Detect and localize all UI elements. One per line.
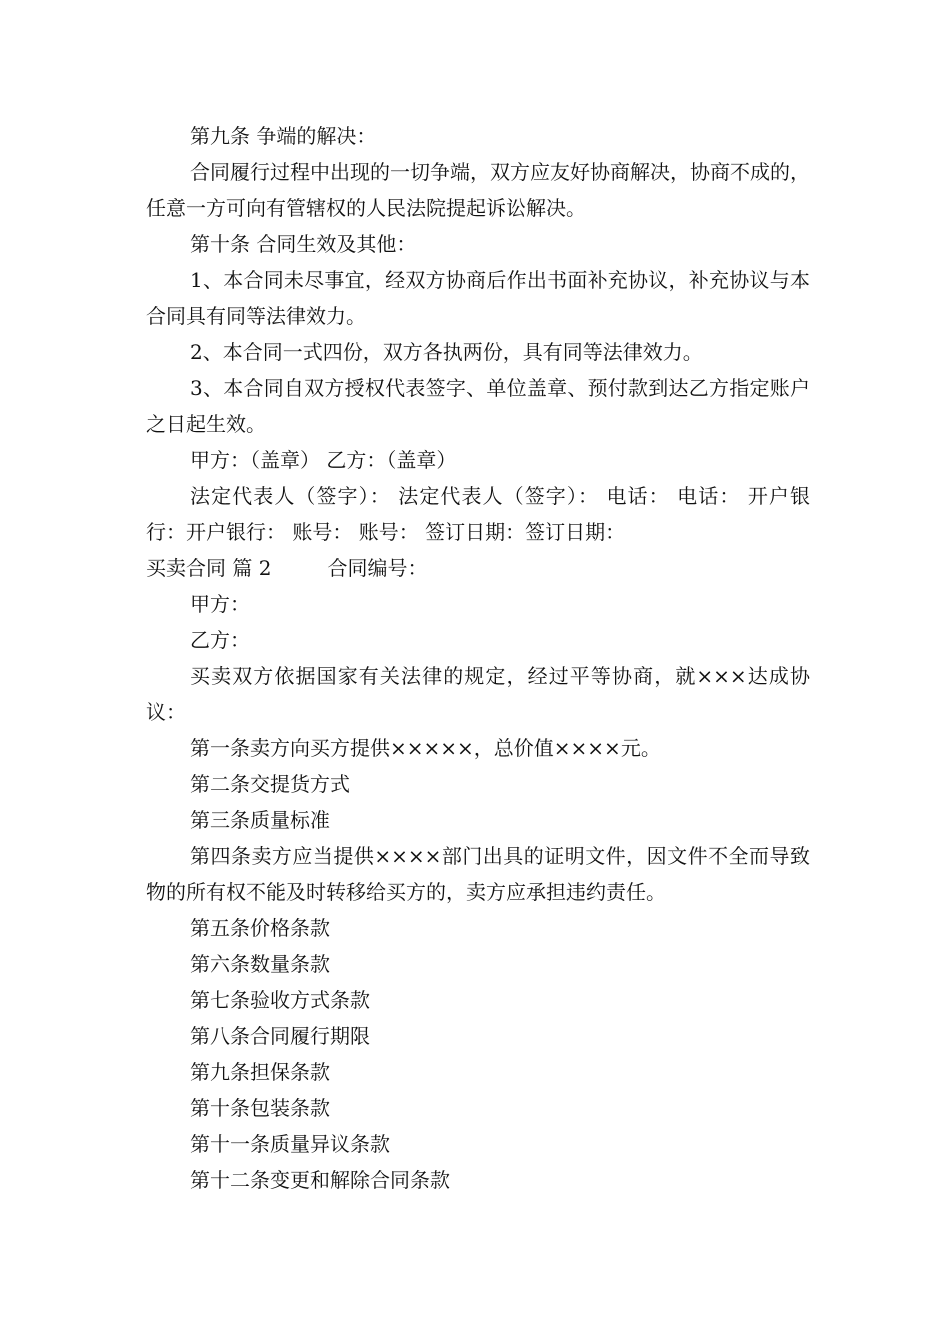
article-8: 第八条合同履行期限 xyxy=(190,1024,370,1048)
article-5: 第五条价格条款 xyxy=(190,916,330,940)
article-4: 第四条卖方应当提供××××部门出具的证明文件，因文件不全而导致物的所有权不能及时转移给买方的，卖方应承担违约责任。 xyxy=(146,844,810,904)
party-a-line: 甲方： xyxy=(190,592,250,616)
section-2-title: 买卖合同 篇 2 xyxy=(146,556,272,580)
article-9-text: 合同履行过程中出现的一切争端，双方应友好协商解决，协商不成的，任意一方可向有管辖权的人民法院提起诉讼解决。 xyxy=(146,160,810,220)
contract-number-label: 合同编号： xyxy=(327,556,428,580)
section-2-heading xyxy=(146,550,810,586)
article-6: 第六条数量条款 xyxy=(190,952,330,976)
article-11: 第十一条质量异议条款 xyxy=(190,1132,390,1156)
article-2: 第二条交提货方式 xyxy=(190,772,350,796)
article-12: 第十二条变更和解除合同条款 xyxy=(190,1168,450,1192)
article-10: 第十条包装条款 xyxy=(190,1096,330,1120)
signature-block: 法定代表人（签字）： 法定代表人（签字）： 电话： 电话： 开户银行：开户银行： 账号： 账号： 签订日期：签订日期： xyxy=(146,484,810,544)
article-10-item-3: 3、本合同自双方授权代表签字、单位盖章、预付款到达乙方指定账户之日起生效。 xyxy=(146,376,810,436)
document-body xyxy=(146,118,810,1198)
preamble-text: 买卖双方依据国家有关法律的规定，经过平等协商，就×××达成协议： xyxy=(146,664,810,724)
party-b-line: 乙方： xyxy=(190,628,250,652)
article-10-item-2: 2、本合同一式四份，双方各执两份，具有同等法律效力。 xyxy=(190,340,703,364)
article-3: 第三条质量标准 xyxy=(190,808,330,832)
article-9: 第九条担保条款 xyxy=(190,1060,330,1084)
article-10-heading: 第十条 合同生效及其他： xyxy=(190,232,417,256)
party-seal-line: 甲方：（盖章） 乙方：（盖章） xyxy=(190,448,457,472)
article-7: 第七条验收方式条款 xyxy=(190,988,370,1012)
article-10-item-1: 1、本合同未尽事宜，经双方协商后作出书面补充协议，补充协议与本合同具有同等法律效力。 xyxy=(146,268,810,328)
article-9-heading: 第九条 争端的解决： xyxy=(190,124,377,148)
article-1: 第一条卖方向买方提供×××××，总价值××××元。 xyxy=(190,736,661,760)
